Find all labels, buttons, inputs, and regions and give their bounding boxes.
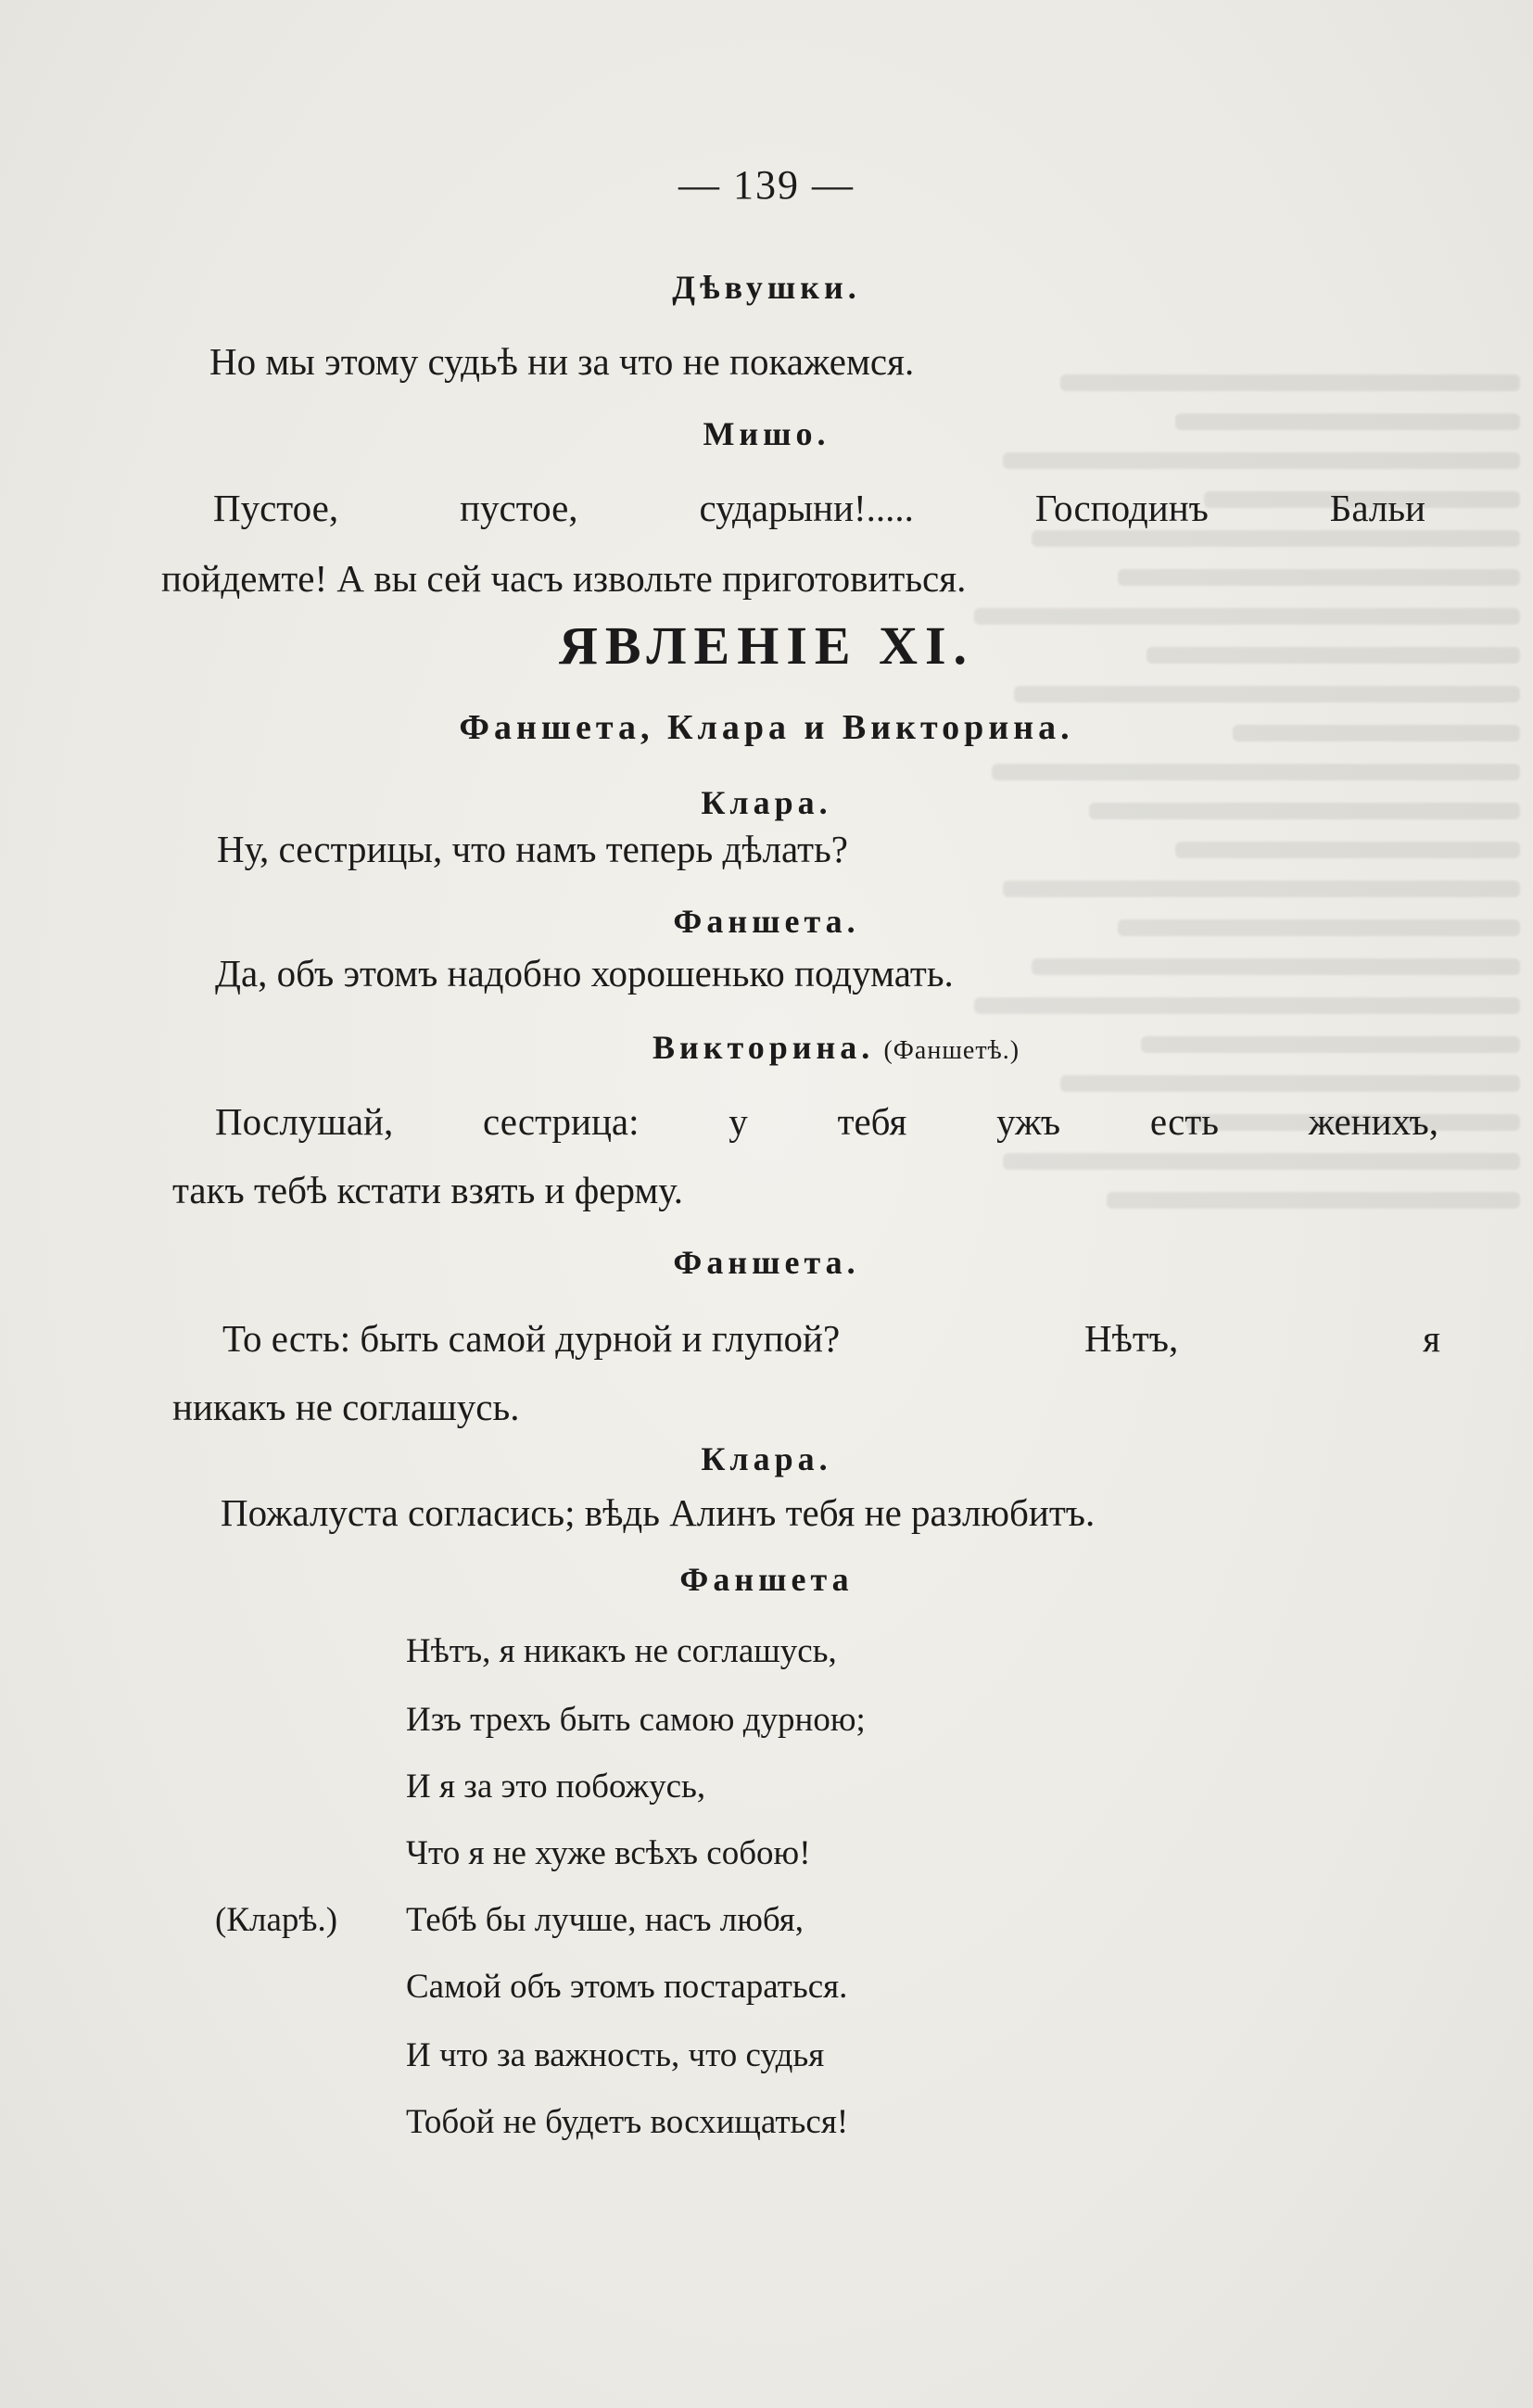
speaker-name: Фаншета [679,1561,854,1598]
word: женихъ, [1308,1100,1438,1143]
verse-line: Что я не хуже всѣхъ собою! [406,1834,811,1872]
word: я [1423,1317,1440,1360]
word: ужъ [996,1100,1061,1143]
word: тебя [837,1100,907,1143]
word: Послушай, [215,1100,394,1143]
word: Бальи [1329,487,1425,529]
word: Господинъ [1034,487,1209,529]
speaker-name: Клара. [701,784,832,821]
word: сударыни!..... [699,487,914,529]
word: есть [1149,1100,1219,1143]
speaker-name: Фаншета. [673,903,860,940]
word: у [728,1100,748,1143]
dialogue-line: Но мы этому судьѣ ни за что не покажемся. [209,340,915,383]
dialogue-line: Ну, сестрицы, что намъ теперь дѣлать? [217,828,848,870]
dialogue-line: никакъ не соглашусь. [172,1386,520,1428]
verse-line: Тобой не будетъ восхищаться! [406,2103,849,2141]
verse-line: Изъ трехъ быть самою дурною; [406,1701,866,1739]
speaker-name: Викторина. [652,1029,875,1066]
speaker-name: Дѣвушки. [672,269,861,306]
word: Пустое, [213,487,339,529]
verse-line: И что за важность, что судья [406,2036,825,2074]
stage-direction: (Фаншетѣ.) [883,1036,1020,1065]
speaker-with-direction [652,1027,1020,1065]
word: пустое, [460,487,578,529]
stage-direction: (Кларѣ.) [215,1901,338,1939]
word: сестрица: [483,1100,640,1143]
cast-list: Фаншета, Клара и Викторина. [459,708,1074,747]
bleed-through-texture [945,352,1520,2113]
word: То есть: быть самой дурной и глупой? [222,1317,841,1360]
dialogue-line: Пожалуста согласись; вѣдь Алинъ тебя не разлюбитъ. [221,1491,1096,1534]
verse-line: Нѣтъ, я никакъ не соглашусь, [406,1632,837,1670]
verse-line: Тебѣ бы лучше, насъ любя, [406,1901,805,1939]
dialogue-line: пойдемте! А вы сей часъ извольте приготовиться. [161,557,967,600]
scene-heading: ЯВЛЕНІЕ XI. [558,615,975,676]
dialogue-line-justified [215,1100,1438,1143]
speaker-name: Мишо. [703,415,830,452]
verse-line: И я за это побожусь, [406,1768,706,1806]
dialogue-line-justified [213,489,1425,527]
dialogue-line-justified [222,1317,1440,1360]
speaker-name: Клара. [701,1440,832,1477]
dialogue-line: Да, объ этомъ надобно хорошенько подумать. [215,952,954,995]
page-number: — 139 — [678,162,855,208]
dialogue-line: такъ тебѣ кстати взять и ферму. [172,1169,683,1211]
verse-line: Самой объ этомъ постараться. [406,1968,848,2006]
speaker-name: Фаншета. [673,1244,860,1281]
word: Нѣтъ, [1084,1317,1179,1360]
